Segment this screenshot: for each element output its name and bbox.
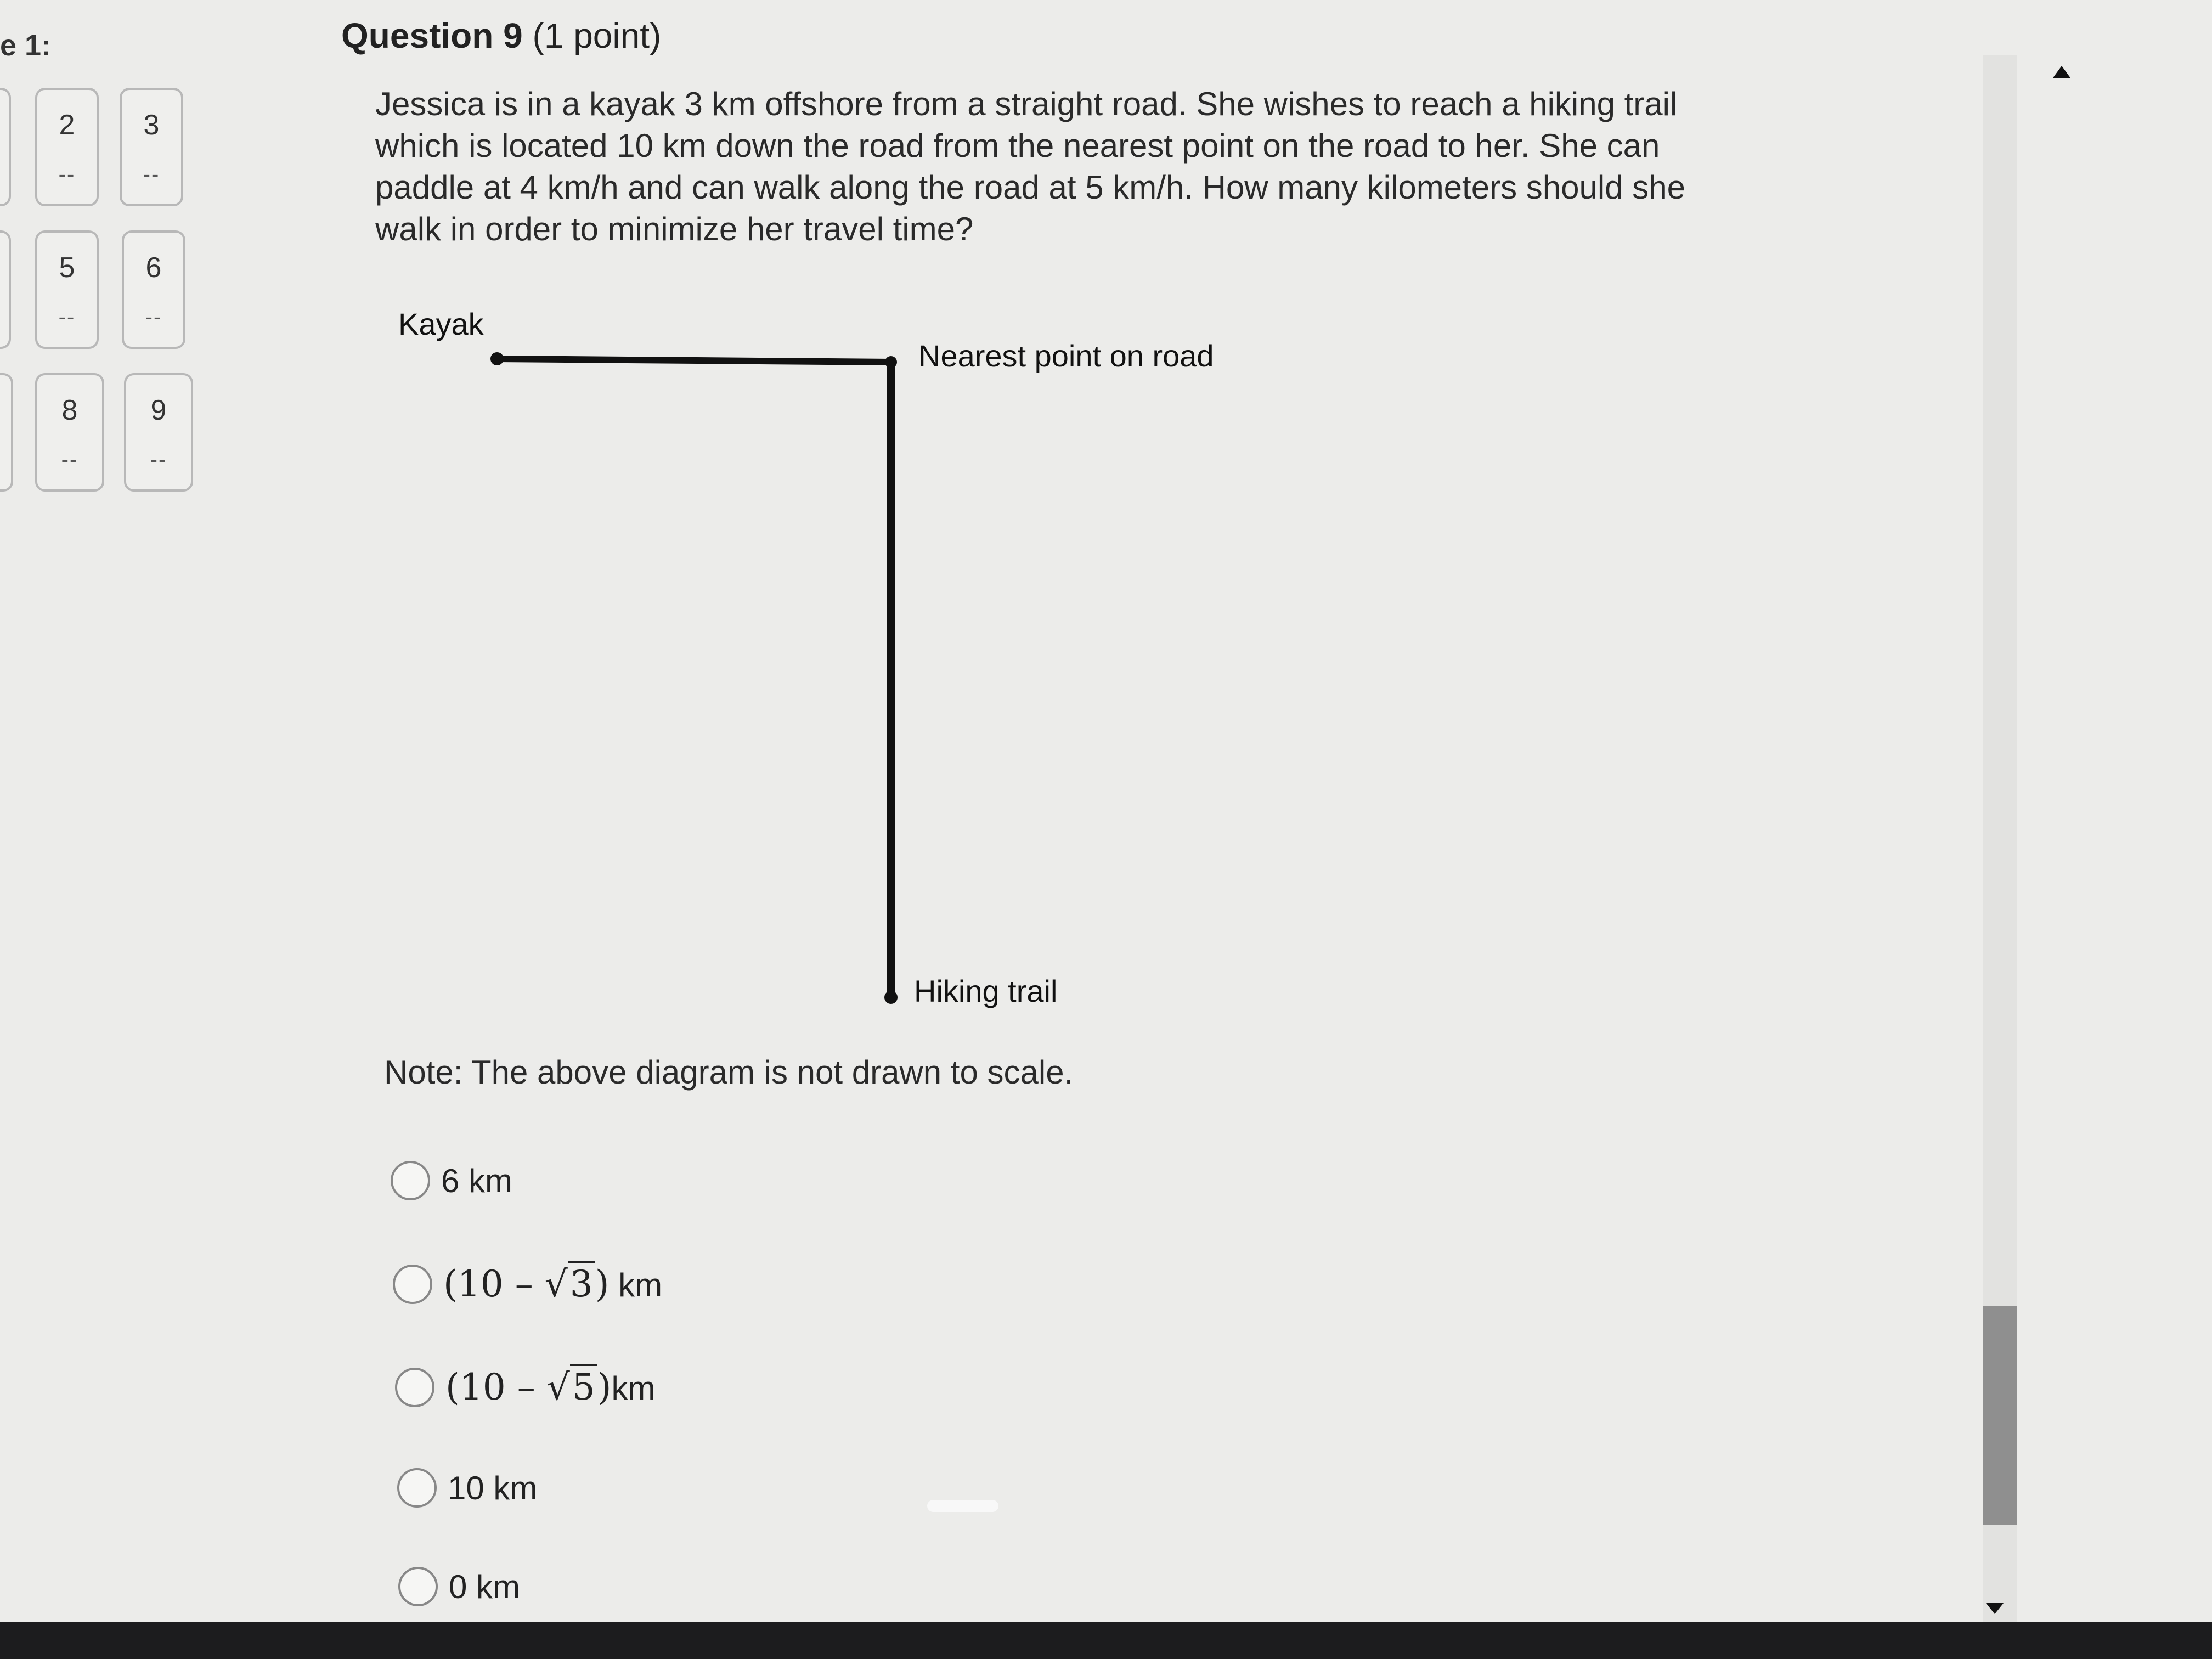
hiking-trail-label: Hiking trail <box>914 974 1058 1008</box>
nav-tile-number: 9 <box>150 394 167 426</box>
kayak-diagram <box>384 296 1372 1020</box>
screen-glare <box>927 1500 998 1512</box>
trail-point <box>884 991 898 1004</box>
option-unit: km <box>611 1370 656 1407</box>
radio-button[interactable] <box>395 1368 435 1407</box>
option-math-suffix: ) <box>597 1366 612 1408</box>
taskbar <box>0 1622 2212 1659</box>
option-10-minus-sqrt5[interactable] <box>395 1366 656 1408</box>
radio-button[interactable] <box>391 1161 430 1200</box>
nav-tile-number: 2 <box>59 109 75 141</box>
nav-tile-number: 5 <box>59 252 75 284</box>
option-math-prefix: (10 – <box>443 1263 545 1305</box>
vertical-scrollbar[interactable] <box>1983 55 2017 1635</box>
option-10-minus-sqrt3[interactable] <box>393 1263 662 1305</box>
nav-tile-number: 3 <box>143 109 160 141</box>
option-0-km[interactable] <box>398 1567 520 1606</box>
scrollbar-thumb[interactable] <box>1983 1306 2017 1525</box>
nav-tile-status: -- <box>61 448 78 472</box>
option-10-km[interactable] <box>397 1468 537 1508</box>
kayak-label: Kayak <box>398 307 484 341</box>
question-title: Question 9 <box>341 16 523 55</box>
question-header <box>341 15 661 56</box>
nav-tile-status: -- <box>150 448 167 472</box>
diagram-svg <box>384 296 1372 1020</box>
sqrt-sign: √ <box>544 1263 568 1305</box>
option-6-km[interactable] <box>391 1161 512 1200</box>
radio-button[interactable] <box>393 1265 432 1304</box>
option-label <box>443 1263 662 1305</box>
option-label <box>445 1366 656 1408</box>
kayak-path-line <box>497 359 891 362</box>
nearest-point-label: Nearest point on road <box>918 338 1214 373</box>
nav-tile-status: -- <box>145 305 162 329</box>
option-math-prefix: (10 – <box>445 1366 547 1408</box>
nav-tile-number: 8 <box>61 394 78 426</box>
nav-tile-status: -- <box>143 162 160 187</box>
option-label: 0 km <box>449 1568 521 1605</box>
diagram-note: Note: The above diagram is not drawn to scale. <box>384 1054 1074 1091</box>
option-math-suffix: ) <box>595 1263 610 1305</box>
nav-tile-status: -- <box>58 162 76 187</box>
scroll-down-arrow-icon[interactable] <box>1986 1603 2004 1614</box>
sqrt-radicand: 5 <box>570 1366 597 1408</box>
page-label: e 1: <box>0 29 52 62</box>
option-label: 10 km <box>448 1469 538 1506</box>
radio-button[interactable] <box>397 1468 437 1508</box>
option-label: 6 km <box>441 1162 513 1199</box>
option-unit: km <box>609 1267 663 1304</box>
radio-button[interactable] <box>398 1567 438 1606</box>
sqrt-sign: √ <box>546 1366 570 1408</box>
question-text: Jessica is in a kayak 3 km offshore from a straight road. She wishes to reach a hiking trail which is located 10 km down the road from the nearest point on the road to her. She can paddle at 4 km/h and can walk along the road at 5 km/h. How many kilometers should she walk in order to minimize her travel time? <box>375 86 1685 247</box>
scroll-up-arrow-icon[interactable] <box>2053 66 2070 78</box>
nearest-point <box>885 356 897 368</box>
question-points: (1 point) <box>532 16 662 55</box>
nav-tile-status: -- <box>58 305 76 329</box>
sqrt-radicand: 3 <box>568 1263 595 1305</box>
nav-tile-number: 6 <box>145 252 162 284</box>
kayak-point <box>490 352 504 365</box>
